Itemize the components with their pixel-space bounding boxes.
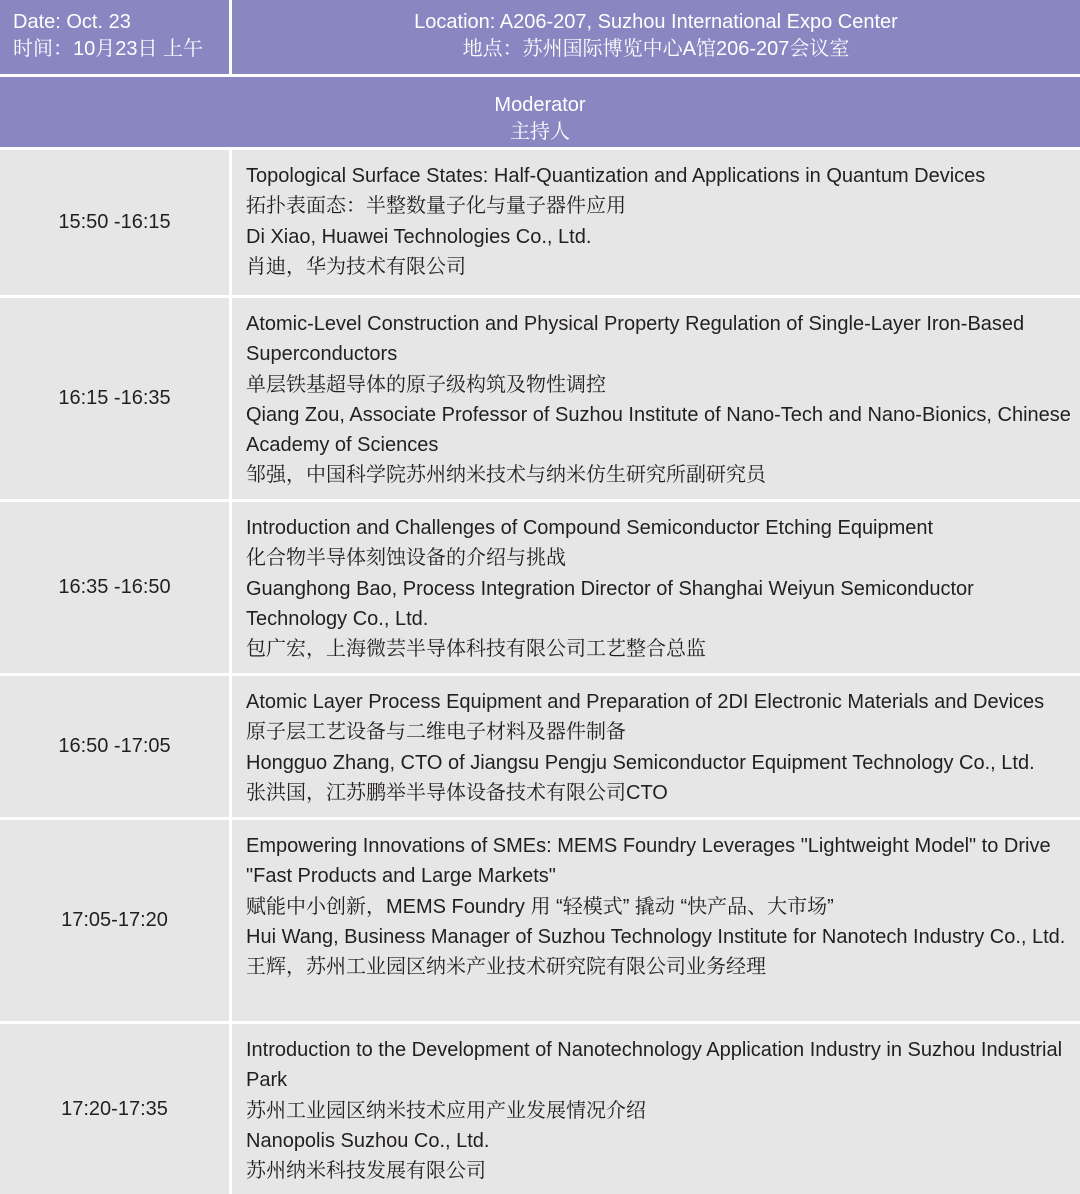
talk-title-en: Introduction to the Development of Nanotechnology Application Industry in Suzhou Industrial Park [246,1039,1063,1092]
speaker-cn: 肖迪，华为技术有限公司 [246,255,466,278]
talk-title-en: Atomic-Level Construction and Physical Property Regulation of Single-Layer Iron-Based Superconductors [246,313,1025,366]
talk-title-en: Empowering Innovations of SMEs: MEMS Foundry Leverages "Lightweight Model" to Drive "Fast Products and Large Markets" [246,835,1051,888]
speaker-cn: 包广宏，上海微芸半导体科技有限公司工艺整合总监 [246,638,706,661]
session-row [0,502,1080,676]
speaker-en: Guanghong Bao, Process Integration Director of Shanghai Weiyun Semiconductor Technology Co., Ltd. [246,577,974,630]
speaker-cn: 张洪国，江苏鹏举半导体设备技术有限公司CTO [246,781,668,804]
session-row [0,150,1080,298]
speaker-cn: 王辉，苏州工业园区纳米产业技术研究院有限公司业务经理 [246,956,766,979]
location-cell [232,0,1080,74]
session-details [232,298,1080,499]
session-row [0,820,1080,1024]
schedule-header [0,0,1080,77]
session-time: 16:50 -17:05 [0,676,232,817]
session-row [0,298,1080,502]
talk-title-cn: 单层铁基超导体的原子级构筑及物性调控 [246,373,606,396]
session-details [232,150,1080,295]
speaker-en: Hui Wang, Business Manager of Suzhou Technology Institute for Nanotech Industry Co., Ltd. [246,925,1066,948]
date-cell [0,0,232,74]
date-cn: 时间：10月23日 上午 [13,38,204,60]
talk-title-cn: 化合物半导体刻蚀设备的介绍与挑战 [246,547,566,570]
session-time: 15:50 -16:15 [0,150,232,295]
talk-title-cn: 赋能中小创新，MEMS Foundry 用 “轻模式” 撬动 “快产品、大市场” [246,895,834,918]
session-time: 17:20-17:35 [0,1024,232,1194]
speaker-en: Di Xiao, Huawei Technologies Co., Ltd. [246,225,592,248]
session-row [0,1024,1080,1194]
session-time: 16:15 -16:35 [0,298,232,499]
speaker-en: Hongguo Zhang, CTO of Jiangsu Pengju Semiconductor Equipment Technology Co., Ltd. [246,751,1035,774]
talk-title-en: Atomic Layer Process Equipment and Preparation of 2DI Electronic Materials and Devices [246,691,1045,713]
talk-title-en: Introduction and Challenges of Compound Semiconductor Etching Equipment [246,517,934,539]
session-details [232,676,1080,817]
talk-title-en: Topological Surface States: Half-Quantization and Applications in Quantum Devices [246,165,986,187]
moderator-label-cn: 主持人 [510,121,570,143]
session-details [232,1024,1080,1194]
session-details [232,820,1080,1021]
speaker-cn: 苏州纳米科技发展有限公司 [246,1160,486,1183]
location-cn: 地点：苏州国际博览中心A馆206-207会议室 [462,38,850,60]
talk-title-cn: 原子层工艺设备与二维电子材料及器件制备 [246,721,626,744]
date-en: Date: Oct. 23 [13,11,131,33]
session-row [0,676,1080,820]
session-details [232,502,1080,673]
session-time: 17:05-17:20 [0,820,232,1021]
location-en: Location: A206-207, Suzhou International Expo Center [414,11,898,33]
session-time: 16:35 -16:50 [0,502,232,673]
moderator-label-en: Moderator [494,94,586,116]
speaker-en: Nanopolis Suzhou Co., Ltd. [246,1129,490,1152]
speaker-en: Qiang Zou, Associate Professor of Suzhou Institute of Nano-Tech and Nano-Bionics, Chinese Academy of Sciences [246,403,1071,457]
speaker-cn: 邹强，中国科学院苏州纳米技术与纳米仿生研究所副研究员 [246,464,766,487]
talk-title-cn: 苏州工业园区纳米技术应用产业发展情况介绍 [246,1099,646,1122]
talk-title-cn: 拓扑表面态：半整数量子化与量子器件应用 [246,195,626,218]
moderator-row [0,77,1080,150]
